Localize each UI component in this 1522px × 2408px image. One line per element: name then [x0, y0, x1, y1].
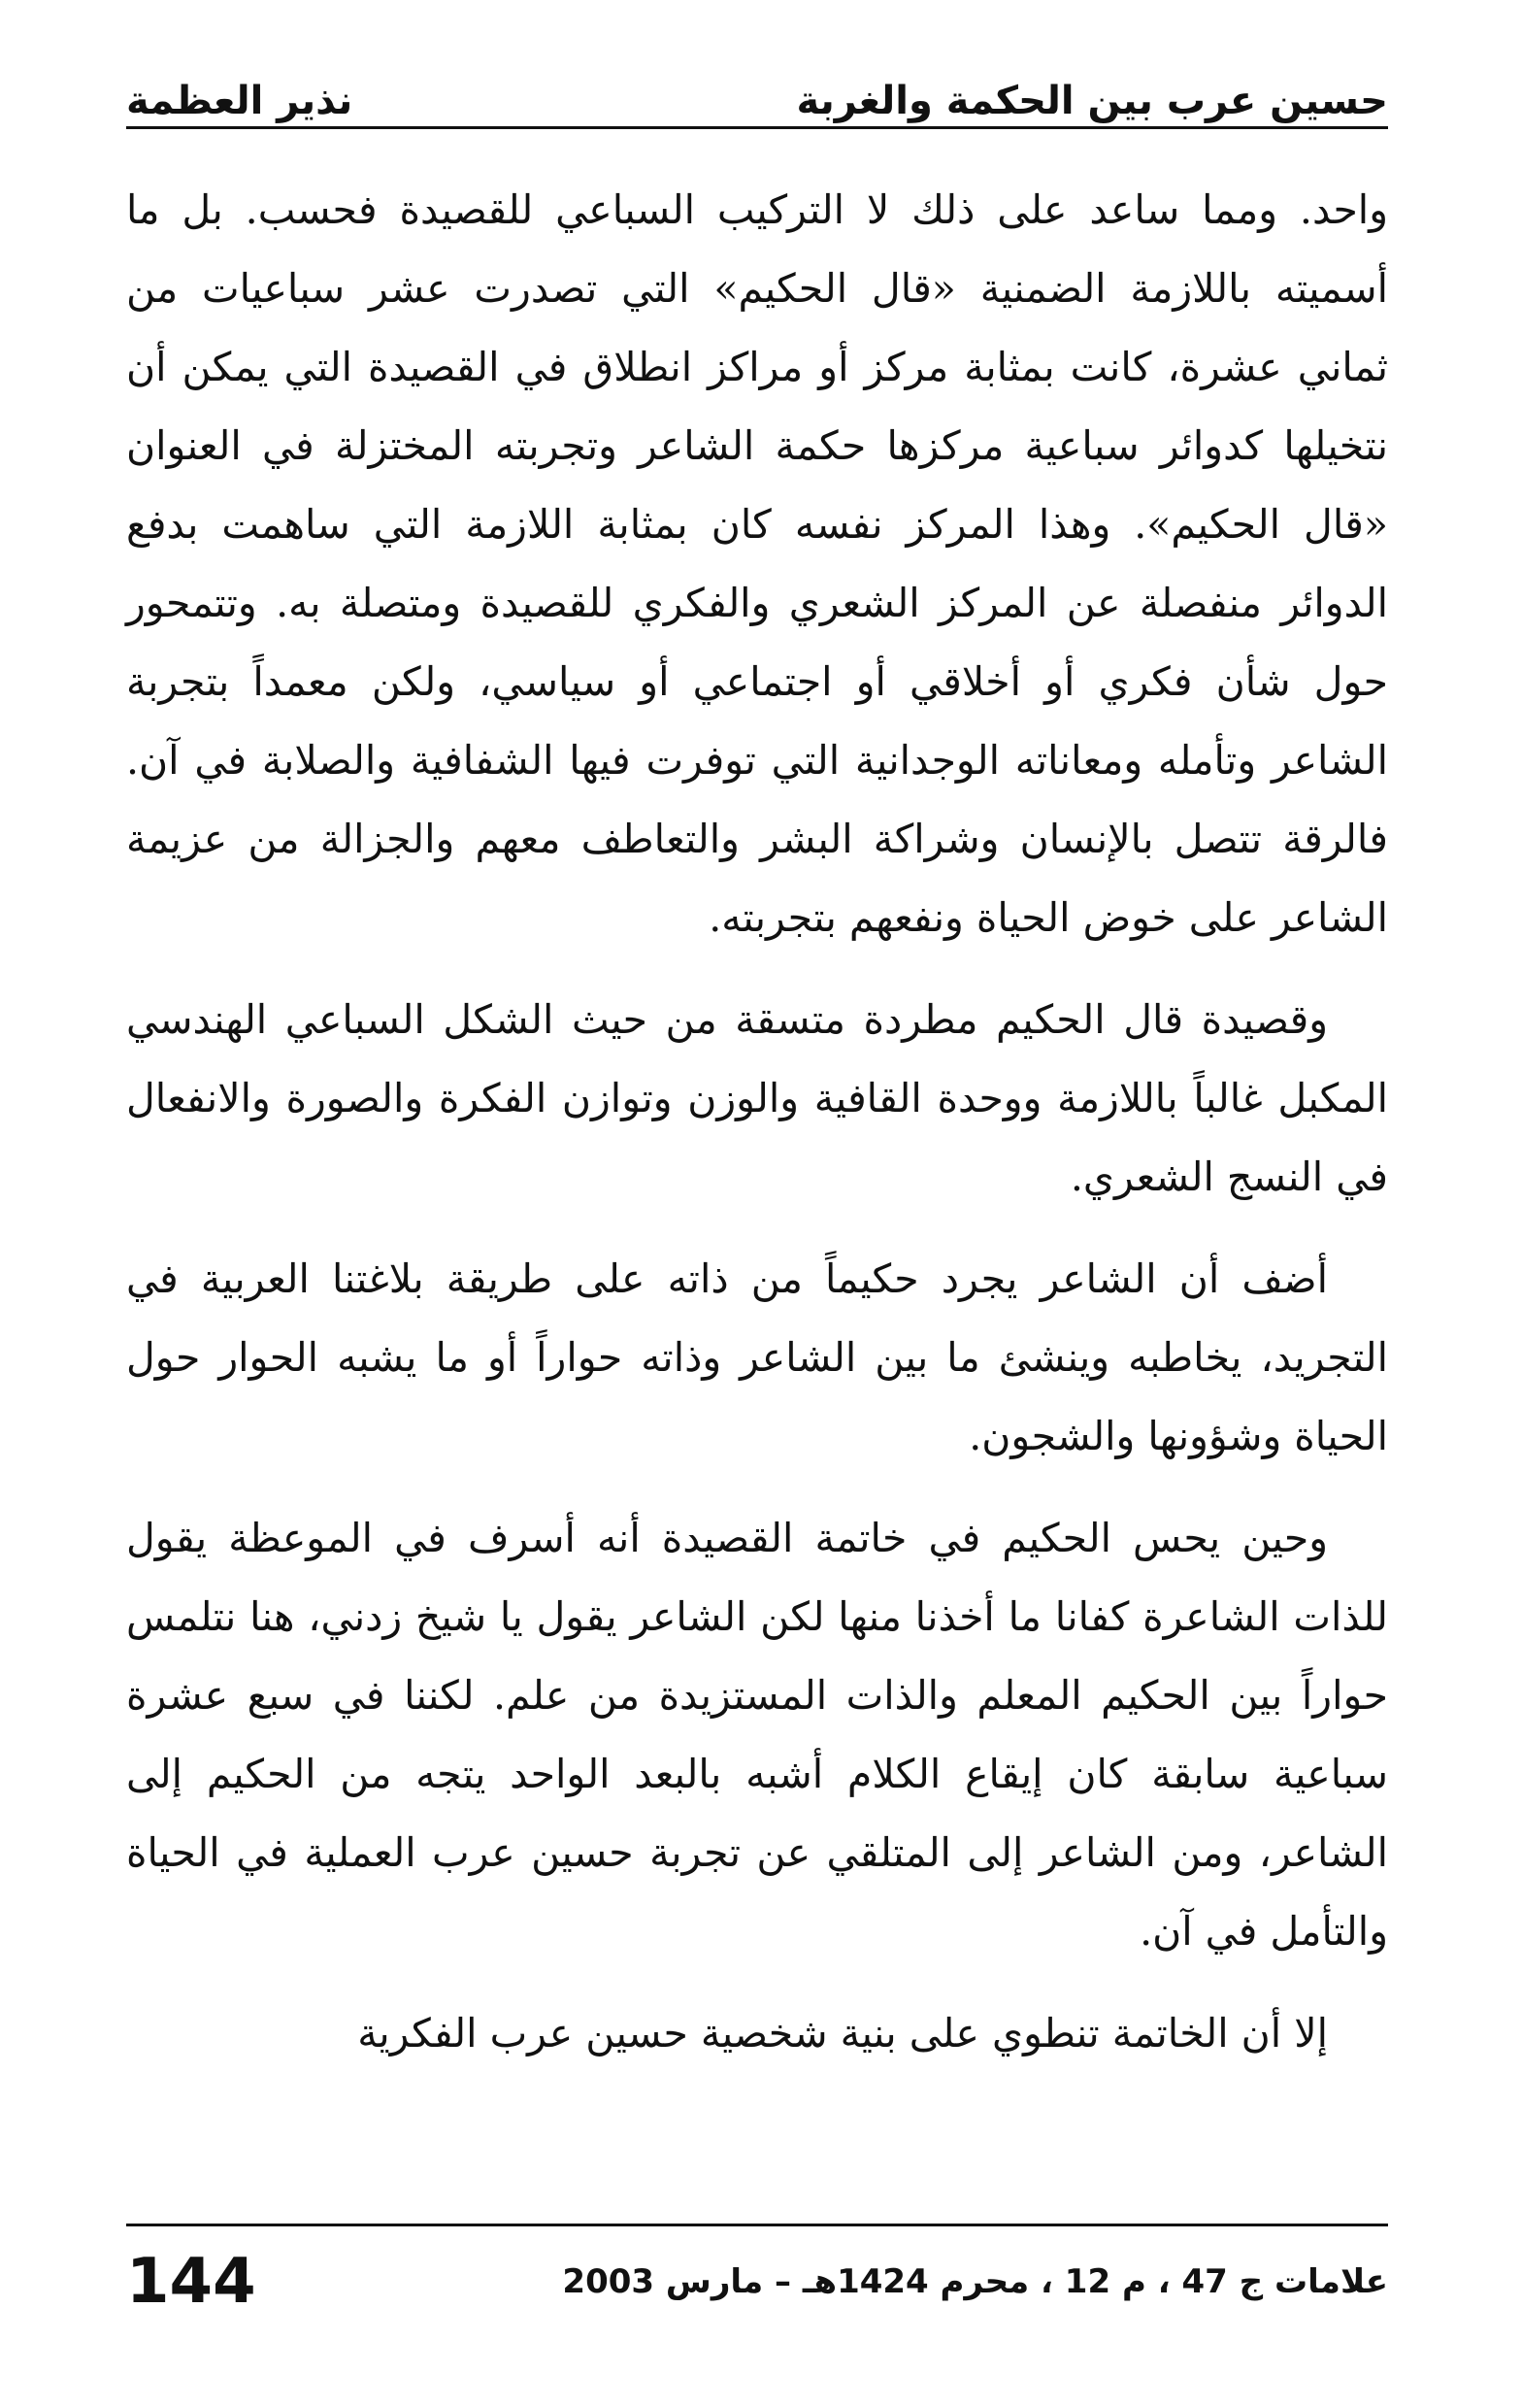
paragraph: واحد. ومما ساعد على ذلك لا التركيب السباعي للقصيدة فحسب. بل ما أسميته باللازمة الضمنية «قال الحكيم» التي تصدرت عشر سباعيات من ثماني عشرة، كانت بمثابة مركز أو مراكز انطلاق في القصيدة التي يمكن أن نتخيلها كدوائر سباعية مركزها حكمة الشاعر وتجربته المختزلة في العنوان «قال الحكيم». وهذا المركز نفسه كان بمثابة اللازمة التي ساهمت بدفع الدوائر منفصلة عن المركز الشعري والفكري للقصيدة ومتصلة به. وتتمحور حول شأن فكري أو أخلاقي أو اجتماعي أو سياسي، ولكن معمداً بتجربة الشاعر وتأمله ومعاناته الوجدانية التي توفرت فيها الشفافية والصلابة في آن. فالرقة تتصل بالإنسان وشراكة البشر والتعاطف معهم والجزالة من عزيمة الشاعر على خوض الحياة ونفعهم بتجربته.	[126, 186, 1388, 941]
journal-issue-info: علامات ج 47 ، م 12 ، محرم 1424هـ – مارس 2003	[562, 2262, 1388, 2301]
header-rule	[126, 126, 1388, 129]
body-text	[126, 171, 1388, 2096]
article-title: حسين عرب بين الحكمة والغربة	[796, 79, 1388, 123]
paragraph: أضف أن الشاعر يجرد حكيماً من ذاته على طريقة بلاغتنا العربية في التجريد، يخاطبه وينشئ ما بين الشاعر وذاته حواراً أو ما يشبه الحوار حول الحياة وشؤونها والشجون.	[126, 1255, 1388, 1459]
author-name: نذير العظمة	[126, 79, 353, 123]
paragraph: وقصيدة قال الحكيم مطردة متسقة من حيث الشكل السباعي الهندسي المكبل غالباً باللازمة ووحدة القافية والوزن وتوازن الفكرة والصورة والانفعال في النسج الشعري.	[126, 996, 1388, 1200]
paragraph: إلا أن الخاتمة تنطوي على بنية شخصية حسين عرب الفكرية	[357, 2010, 1328, 2057]
footer-rule	[126, 2224, 1388, 2226]
page-number: 144	[126, 2246, 256, 2318]
page-footer	[126, 2238, 1388, 2325]
paragraph: وحين يحس الحكيم في خاتمة القصيدة أنه أسرف في الموعظة يقول للذات الشاعرة كفانا ما أخذنا منها لكن الشاعر يقول يا شيخ زدني، هنا نتلمس حواراً بين الحكيم المعلم والذات المستزيدة من علم. لكننا في سبع عشرة سباعية سابقة كان إيقاع الكلام أشبه بالبعد الواحد يتجه من الحكيم إلى الشاعر، ومن الشاعر إلى المتلقي عن تجربة حسين عرب العملية في الحياة والتأمل في آن.	[126, 1515, 1388, 1955]
running-header	[126, 50, 1388, 123]
